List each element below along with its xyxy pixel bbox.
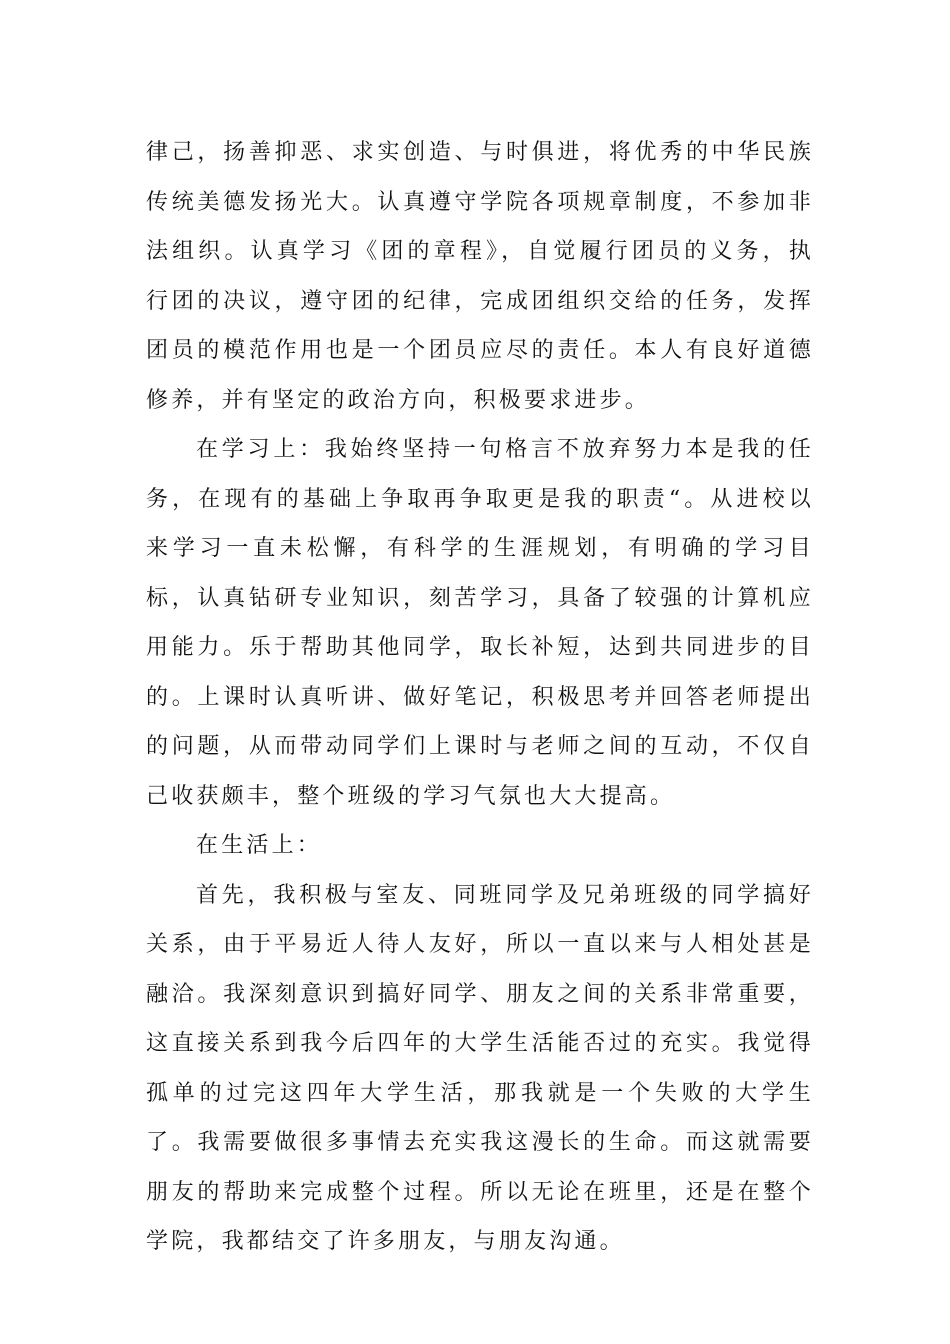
- paragraph-life: 首先，我积极与室友、同班同学及兄弟班级的同学搞好关系，由于平易近人待人友好，所以一直以来与人相处甚是融洽。我深刻意识到搞好同学、朋友之间的关系非常重要，这直接关系到我今后四年的大学生活能否过的充实。我觉得孤单的过完这四年大学生活，那我就是一个失败的大学生了。我需要做很多事情去充实我这漫长的生命。而这就需要朋友的帮助来完成整个过程。所以无论在班里，还是在整个学院，我都结交了许多朋友，与朋友沟通。: [146, 882, 814, 1254]
- paragraph-conduct: 律己，扬善抑恶、求实创造、与时俱进，将优秀的中华民族传统美德发扬光大。认真遵守学院各项规章制度，不参加非法组织。认真学习《团的章程》，自觉履行团员的义务，执行团的决议，遵守团的纪律，完成团组织交给的任务，发挥团员的模范作用也是一个团员应尽的责任。本人有良好道德修养，并有坚定的政治方向，积极要求进步。: [146, 140, 814, 413]
- paragraph-study: 在学习上：我始终坚持一句格言不放弃努力本是我的任务，在现有的基础上争取再争取更是我的职责“。从进校以来学习一直未松懈，有科学的生涯规划，有明确的学习目标，认真钻研专业知识，刻苦学习，具备了较强的计算机应用能力。乐于帮助其他同学，取长补短，达到共同进步的目的。上课时认真听讲、做好笔记，积极思考并回答老师提出的问题，从而带动同学们上课时与老师之间的互动，不仅自己收获颇丰，整个班级的学习气氛也大大提高。: [146, 437, 814, 809]
- document-body: [146, 128, 814, 1267]
- paragraph-life-heading: 在生活上：: [196, 833, 323, 858]
